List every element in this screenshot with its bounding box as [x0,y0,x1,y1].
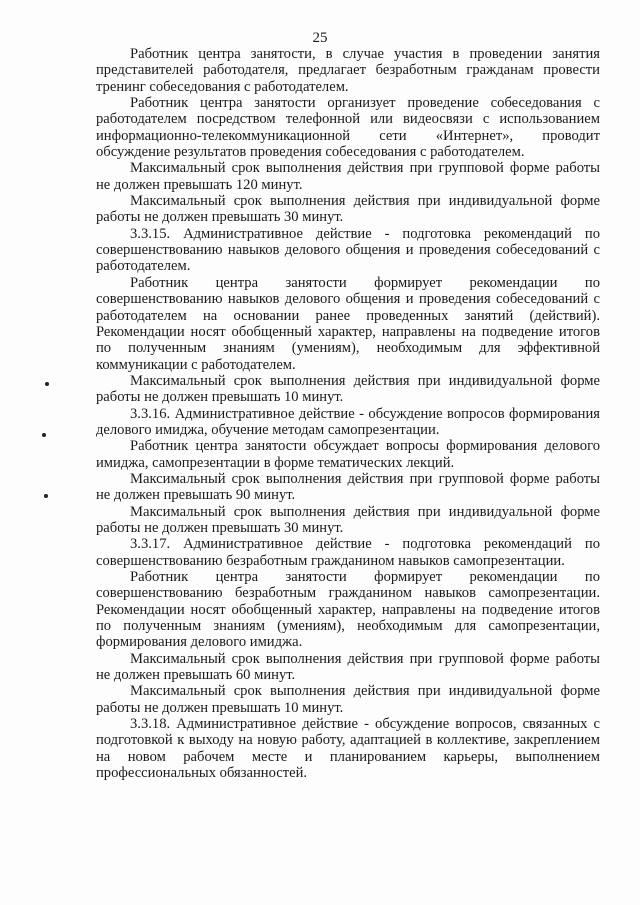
paragraph: Максимальный срок выполнения действия при индивидуальной форме работы не должен превышать 30 минут. [96,193,600,226]
section-heading-3-3-18: 3.3.18. Административное действие - обсуждение вопросов, связанных с подготовкой к выходу на новую работу, адаптацией в коллективе, закреплением на новом рабочем месте и планированием карьеры, выполнением профессиональных обязанностей. [96,716,600,782]
scan-speck [44,494,48,498]
paragraph: Максимальный срок выполнения действия при индивидуальной форме работы не должен превышать 30 минут. [96,503,600,536]
scan-speck [45,382,49,386]
paragraph: Максимальный срок выполнения действия при индивидуальной форме работы не должен превышать 10 минут. [96,683,600,716]
paragraph: Работник центра занятости формирует рекомендации по совершенствованию безработным гражданином навыков самопрезентации. Рекомендации носят обобщенный характер, направлены на подведение итогов по полученным знаниям (умениям), необходимым для самопрезентации, формирования делового имиджа. [96,569,600,651]
document-body [96,46,600,781]
paragraph: Максимальный срок выполнения действия при групповой форме работы не должен превышать 90 минут. [96,470,600,504]
paragraph: Работник центра занятости обсуждает вопросы формирования делового имиджа, самопрезентации в форме тематических лекций. [96,438,600,471]
scan-speck [42,433,46,437]
section-heading-3-3-15: 3.3.15. Административное действие - подготовка рекомендаций по совершенствованию навыков делового общения и проведения собеседований с работодателем. [96,225,600,275]
paragraph: Работник центра занятости организует проведение собеседования с работодателем посредством телефонной или видеосвязи с использованием информационно-телекоммуникационной сети «Интернет», проводит обсуждение результатов проведения собеседования с работодателем. [96,95,600,161]
paragraph: Максимальный срок выполнения действия при индивидуальной форме работы не должен превышать 10 минут. [96,372,600,406]
paragraph: Максимальный срок выполнения действия при групповой форме работы не должен превышать 120 минут. [96,160,600,193]
paragraph: Максимальный срок выполнения действия при групповой форме работы не должен превышать 60 минут. [96,650,600,684]
paragraph: Работник центра занятости формирует рекомендации по совершенствованию навыков делового общения и проведения собеседований с работодателем на основании ранее проведенных занятий (действий). Рекомендации носят обобщенный характер, направлены на подведение итогов по полученным знаниям (умениям), необходимым для эффективной коммуникации с работодателем. [96,274,600,373]
section-heading-3-3-16: 3.3.16. Административное действие - обсуждение вопросов формирования делового имиджа, обучение методам самопрезентации. [96,405,600,438]
page-number: 25 [312,30,328,46]
paragraph: Работник центра занятости, в случае участия в проведении занятия представителей работодателя, предлагает безработным гражданам провести тренинг собеседования с работодателем. [96,46,600,95]
section-heading-3-3-17: 3.3.17. Административное действие - подготовка рекомендаций по совершенствованию безработным гражданином навыков самопрезентации. [96,536,600,569]
